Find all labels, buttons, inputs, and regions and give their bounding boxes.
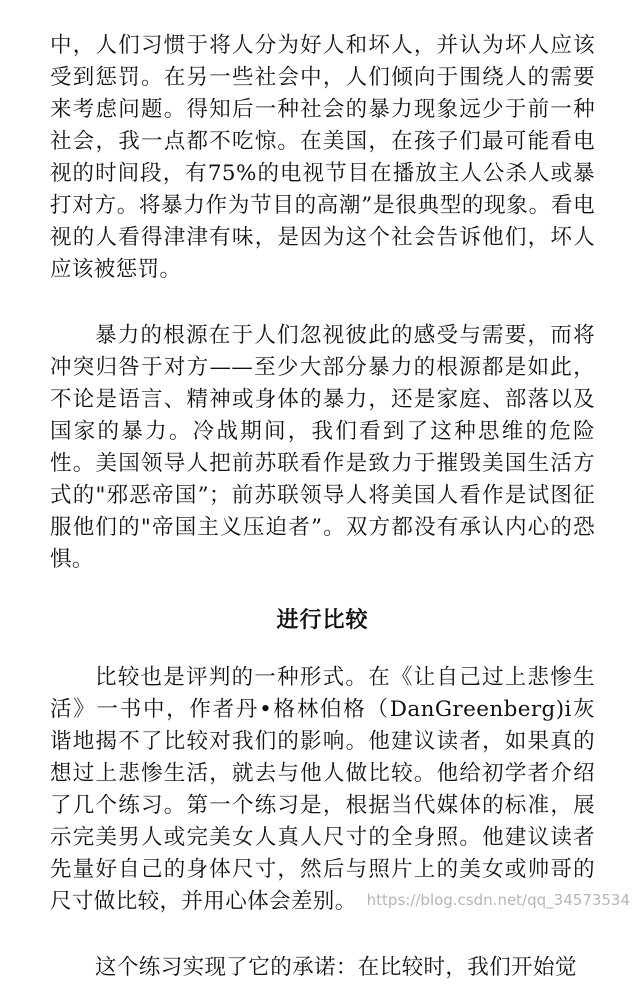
paragraph-violence-society: 中，人们习惯于将人分为好人和坏人，并认为坏人应该受到惩罚。在另一些社会中，人们倾向于围绕人的需要来考虑问题。得知后一种社会的暴力现象远少于前一种社会，我一点都不吃惊。在美国，在孩子们最可能看电视的时间段，有75%的电视节目在播放主人公杀人或暴打对方。将暴力作为节目的高潮”是很典型的现象。看电视的人看得津津有味，是因为这个社会告诉他们，坏人应该被惩罚。 xyxy=(50,33,595,282)
paragraph-exercise-promise: 这个练习实现了它的承诺：在比较时，我们开始觉 xyxy=(95,955,577,980)
paragraph-violence-roots: 暴力的根源在于人们忽视彼此的感受与需要，而将冲突归咎于对方——至少大部分暴力的根源都是如此，不论是语言、精神或身体的暴力，还是家庭、部落以及国家的暴力。冷战期间，我们看到了这种思维的危险性。美国领导人把前苏联看作是致力于摧毁美国生活方式的"邪恶帝国”；前苏联领导人将美国人看作是试图征服他们的"帝国主义压迫者”。双方都没有承认内心的恐惧。 xyxy=(50,323,595,572)
paragraph-comparison: 比较也是评判的一种形式。在《让自己过上悲惨生活》一书中，作者丹•格林伯格（DanGreenberg)i灰谐地揭不了比较对我们的影响。他建议读者，如果真的想过上悲惨生活，就去与他人做比较。他给初学者介绍了几个练习。第一个练习是，根据当代媒体的标准，展示完美男人或完美女人真人尺寸的全身照。他建议读者先量好自己的身体尺寸，然后与照片上的美女或帅哥的尺寸做比较，并用心体会差别。 xyxy=(50,665,595,914)
section-title: 进行比较 xyxy=(276,607,369,633)
document-page xyxy=(50,30,595,984)
watermark-url: https://blog.csdn.net/qq_34573534 xyxy=(366,891,630,909)
paragraph-spacer xyxy=(50,918,595,952)
paragraph-spacer xyxy=(50,286,595,320)
